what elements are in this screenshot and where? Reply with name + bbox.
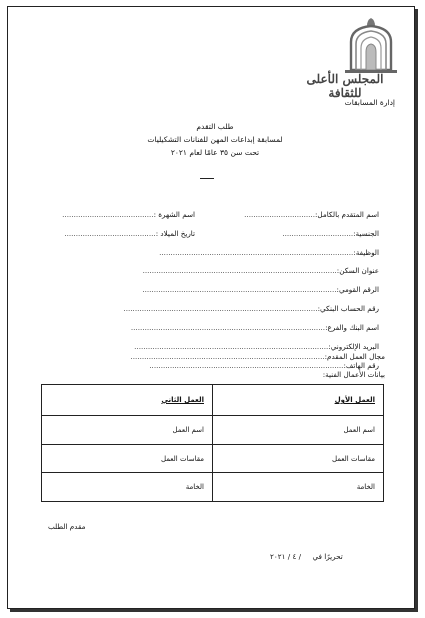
title-line-1: طلب التقدم: [196, 122, 234, 131]
field-of-work-label: مجال العمل المقدم:: [324, 352, 385, 361]
nationality-label: الجنسية:: [353, 229, 379, 238]
work-2-material-label: الخامة: [185, 483, 204, 492]
date-line: [270, 552, 343, 561]
national-id-label: الرقم القومي:: [336, 285, 379, 294]
works-table: [41, 384, 384, 502]
work-2-material-cell[interactable]: [42, 473, 213, 502]
phone-field[interactable]: رقم الهاتف:.....................................................................................: [149, 361, 379, 370]
work-2-name-cell[interactable]: [42, 416, 213, 445]
table-row: [42, 416, 384, 445]
field-of-work-field[interactable]: مجال العمل المقدم:.....................................................................................: [130, 352, 385, 361]
dated-value[interactable]: / ٤ / ٢٠٢١: [270, 552, 302, 561]
bank-branch-field[interactable]: اسم البنك والفرع:.....................................................................................: [130, 323, 379, 332]
work-1-name-label: اسم العمل: [343, 425, 375, 434]
nationality-field[interactable]: الجنسية:...............................: [282, 229, 379, 238]
work-1-title: العمل الأول: [213, 385, 384, 416]
phone-label: رقم الهاتف:: [343, 361, 379, 370]
job-label: الوظيفة:: [353, 248, 379, 257]
work-1-name-cell[interactable]: [213, 416, 384, 445]
title-line-2: لمسابقة إبداعات المهن للفنانات التشكيليات: [147, 135, 283, 144]
email-label: البريد الإلكتروني:: [328, 342, 379, 351]
form-title: [90, 120, 340, 159]
job-field[interactable]: الوظيفة:.....................................................................................: [159, 248, 379, 257]
work-2-size-label: مقاسات العمل: [160, 454, 204, 463]
table-row: [42, 473, 384, 502]
national-id-field[interactable]: الرقم القومي:.....................................................................................: [142, 285, 379, 294]
address-field[interactable]: عنوان السكن:.....................................................................................: [142, 266, 379, 275]
work-1-material-label: الخامة: [356, 483, 375, 492]
bank-account-label: رقم الحساب البنكي:: [317, 304, 379, 313]
work-2-title: العمل الثاني: [42, 385, 213, 416]
birth-date-label: تاريخ الميلاد :: [155, 229, 195, 238]
table-row: [42, 385, 384, 416]
dated-label: تحريرًا في: [312, 552, 343, 561]
work-1-size-label: مقاسات العمل: [331, 454, 375, 463]
full-name-field[interactable]: اسم المتقدم بالكامل:...............................: [244, 210, 379, 219]
full-name-label: اسم المتقدم بالكامل:: [315, 210, 379, 219]
work-1-material-cell[interactable]: [213, 473, 384, 502]
bank-account-field[interactable]: رقم الحساب البنكي:.....................................................................................: [123, 304, 379, 313]
nickname-field[interactable]: اسم الشهرة :........................................: [62, 210, 195, 219]
work-2-name-label: اسم العمل: [172, 425, 204, 434]
title-divider: [200, 178, 214, 179]
address-label: عنوان السكن:: [336, 266, 379, 275]
table-row: [42, 444, 384, 473]
applicant-signature-label: مقدم الطلب: [48, 522, 86, 531]
work-2-size-cell[interactable]: [42, 444, 213, 473]
bank-branch-label: اسم البنك والفرع:: [325, 323, 379, 332]
nickname-label: اسم الشهرة :: [153, 210, 195, 219]
birth-date-field[interactable]: تاريخ الميلاد :........................................: [64, 229, 195, 238]
logo-wordmark: المجلس الأعلى للثقافة: [306, 72, 384, 100]
work-1-size-cell[interactable]: [213, 444, 384, 473]
title-line-3: تحت سن ٣٥ عامًا لعام ٢٠٢١: [170, 148, 260, 157]
email-field[interactable]: البريد الإلكتروني:.....................................................................................: [134, 342, 379, 351]
department-label: إدارة المسابقات: [344, 98, 395, 107]
works-heading: بيانات الأعمال الفنية:: [322, 370, 385, 379]
